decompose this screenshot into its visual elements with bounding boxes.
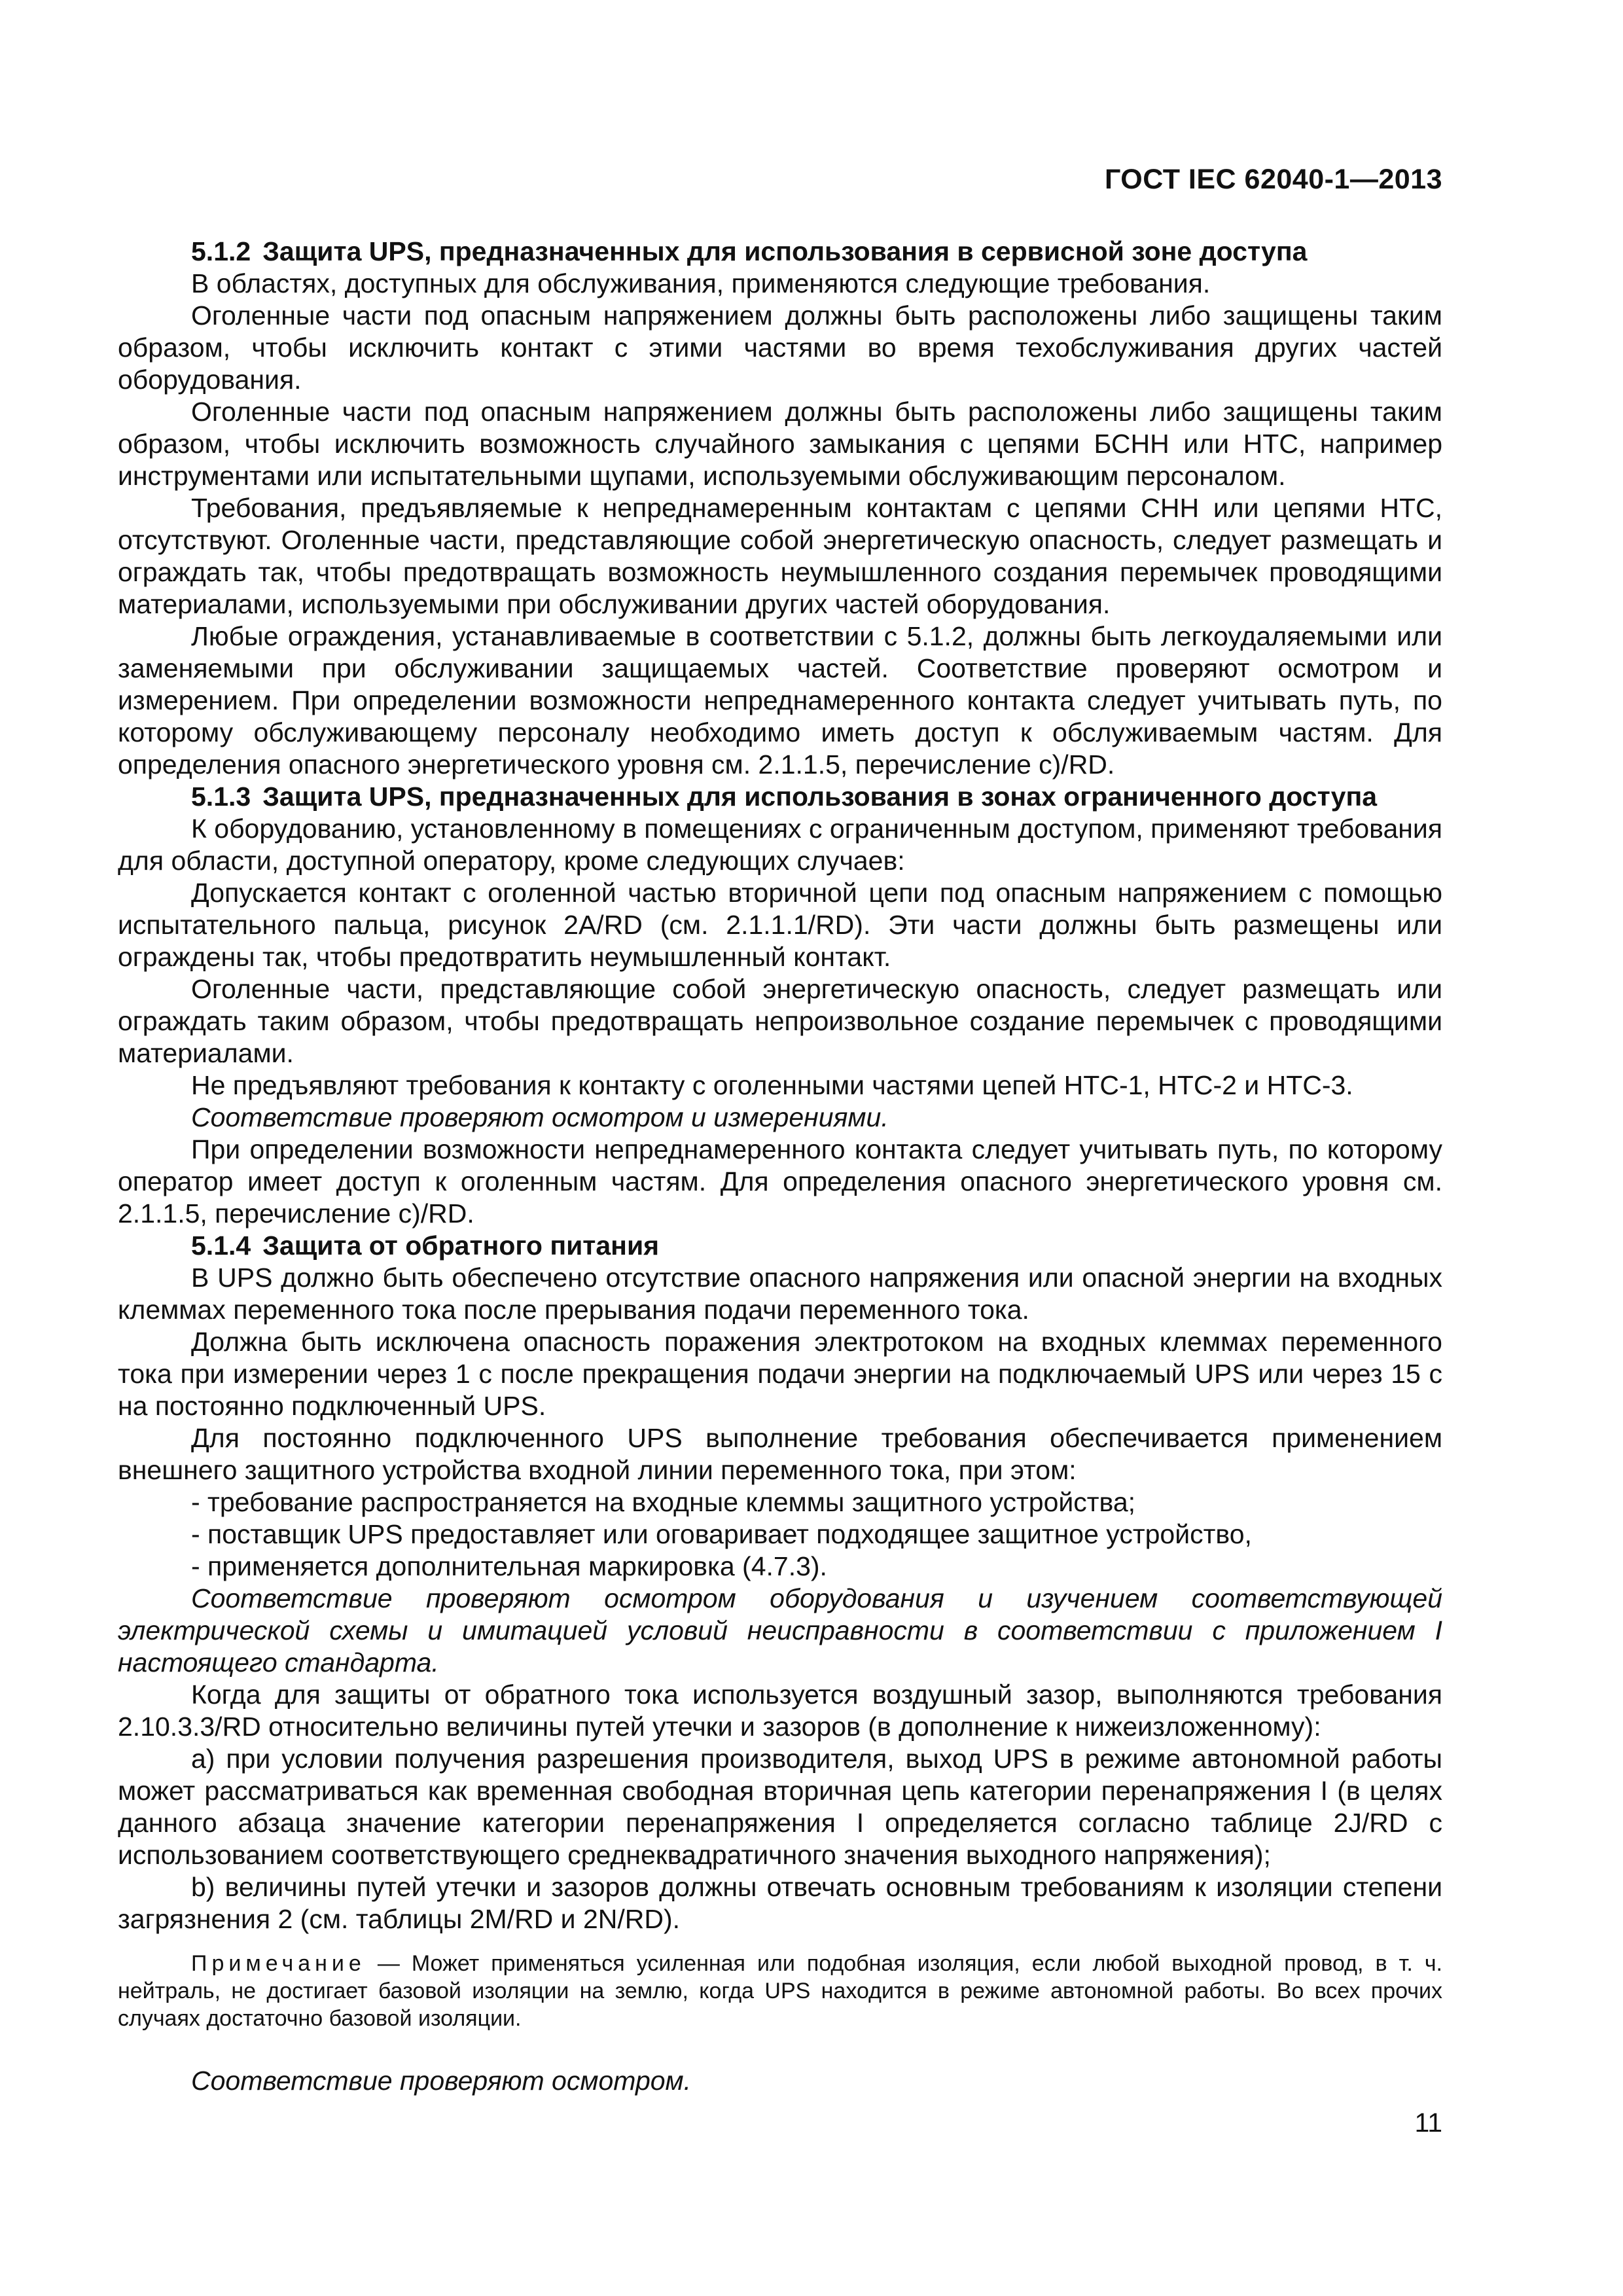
paragraph: Любые ограждения, устанавливаемые в соответствии с 5.1.2, должны быть легкоудаляемыми или заменяемыми при обслуживании защищаемых частей. Соответствие проверяют осмотром и измерением. При определении возможности непреднамеренного контакта следует учитывать путь, по которому обслуживающему персоналу необходимо иметь доступ к обслуживаемым частям. Для определения опасного энергетического уровня см. 2.1.1.5, перечисление c)/RD. [118, 621, 1442, 780]
paragraph: a) при условии получения разрешения производителя, выход UPS в режиме автономной работы может рассматриваться как временная свободная вторичная цепь категории перенапряжения I (в целях данного абзаца значение категории перенапряжения I определяется согласно таблице 2J/RD с использованием соответствующего среднеквадратичного значения выходного напряжения); [118, 1744, 1442, 1870]
paragraph: Оголенные части под опасным напряжением должны быть расположены либо защищены таким образом, чтобы исключить возможность случайного замыкания с цепями БСНН или НТС, например инструментами или испытательными щупами, используемыми обслуживающим персоналом. [118, 397, 1442, 491]
paragraph: Когда для защиты от обратного тока используется воздушный зазор, выполняются требования 2.10.3.3/RD относительно величины путей утечки и зазоров (в дополнение к нижеизложенному): [118, 1679, 1442, 1742]
paragraph: Требования, предъявляемые к непреднамеренным контактам с цепями СНН или цепями НТС, отсутствуют. Оголенные части, представляющие собой энергетическую опасность, следует размещать и ограждать так, чтобы предотвращать возможность неумышленного создания перемычек проводящими материалами, используемыми при обслуживании других частей оборудования. [118, 493, 1442, 619]
paragraph: Оголенные части, представляющие собой энергетическую опасность, следует размещать или ограждать таким образом, чтобы предотвращать непроизвольное создание перемычек с проводящими материалами. [118, 974, 1442, 1068]
paragraph: Допускается контакт с оголенной частью вторичной цепи под опасным напряжением с помощью испытательного пальца, рисунок 2A/RD (см. 2.1.1.1/RD). Эти части должны быть размещены или ограждены так, чтобы предотвратить неумышленный контакт. [118, 878, 1442, 972]
section-heading-5-1-4: 5.1.4 Защита от обратного питания [191, 1230, 660, 1261]
paragraph: b) величины путей утечки и зазоров должны отвечать основным требованиям к изоляции степени загрязнения 2 (см. таблицы 2M/RD и 2N/RD). [118, 1872, 1442, 1934]
paragraph: Для постоянно подключенного UPS выполнение требования обеспечивается применением внешнего защитного устройства входной линии переменного тока, при этом: [118, 1423, 1442, 1485]
note [118, 1950, 1442, 2032]
paragraph: При определении возможности непреднамеренного контакта следует учитывать путь, по которому оператор имеет доступ к оголенным частям. Для определения опасного энергетического уровня см. 2.1.1.5, перечисление c)/RD. [118, 1134, 1442, 1229]
document-body [118, 236, 1442, 2097]
paragraph: Оголенные части под опасным напряжением должны быть расположены либо защищены таким образом, чтобы исключить контакт с этими частями во время техобслуживания других частей оборудования. [118, 300, 1442, 395]
compliance-statement: Соответствие проверяют осмотром оборудования и изучением соответствующей электрической схемы и имитацией условий неисправности в соответствии с приложением I настоящего стандарта. [118, 1583, 1442, 1677]
note-label: Примечание [191, 1951, 366, 1976]
paragraph: В областях, доступных для обслуживания, применяются следующие требования. [191, 268, 1211, 298]
paragraph: К оборудованию, установленному в помещениях с ограниченным доступом, применяют требования для области, доступной оператору, кроме следующих случаев: [118, 814, 1443, 876]
document-page [118, 131, 1442, 2173]
list-item: - требование распространяется на входные клеммы защитного устройства; [191, 1487, 1136, 1517]
list-item: - поставщик UPS предоставляет или оговаривает подходящее защитное устройство, [191, 1519, 1252, 1549]
final-compliance-statement: Соответствие проверяют осмотром. [191, 2066, 692, 2096]
compliance-statement: Соответствие проверяют осмотром и измерениями. [191, 1102, 889, 1132]
paragraph: Должна быть исключена опасность поражения электротоком на входных клеммах переменного тока при измерении через 1 с после прекращения подачи энергии на подключаемый UPS или через 15 с на постоянно подключенный UPS. [118, 1327, 1442, 1421]
page-number: 11 [1414, 2108, 1442, 2138]
note-text: — Может применяться усиленная или подобная изоляция, если любой выходной провод, в т. ч. нейтраль, не достигает базовой изоляции на землю, когда UPS находится в режиме автономной работы. Во всех прочих случаях достаточно базовой изоляции. [118, 1951, 1442, 2031]
paragraph: В UPS должно быть обеспечено отсутствие опасного напряжения или опасной энергии на входных клеммах переменного тока после прерывания подачи переменного тока. [118, 1263, 1442, 1325]
list-item: - применяется дополнительная маркировка (4.7.3). [191, 1551, 827, 1581]
section-heading-5-1-3: 5.1.3 Защита UPS, предназначенных для использования в зонах ограниченного доступа [191, 781, 1378, 812]
document-header-id: ГОСТ IEC 62040-1—2013 [1104, 164, 1442, 195]
section-heading-5-1-2: 5.1.2 Защита UPS, предназначенных для использования в сервисной зоне доступа [191, 236, 1308, 266]
paragraph: Не предъявляют требования к контакту с оголенными частями цепей НТС-1, НТС-2 и НТС-3. [191, 1070, 1353, 1100]
